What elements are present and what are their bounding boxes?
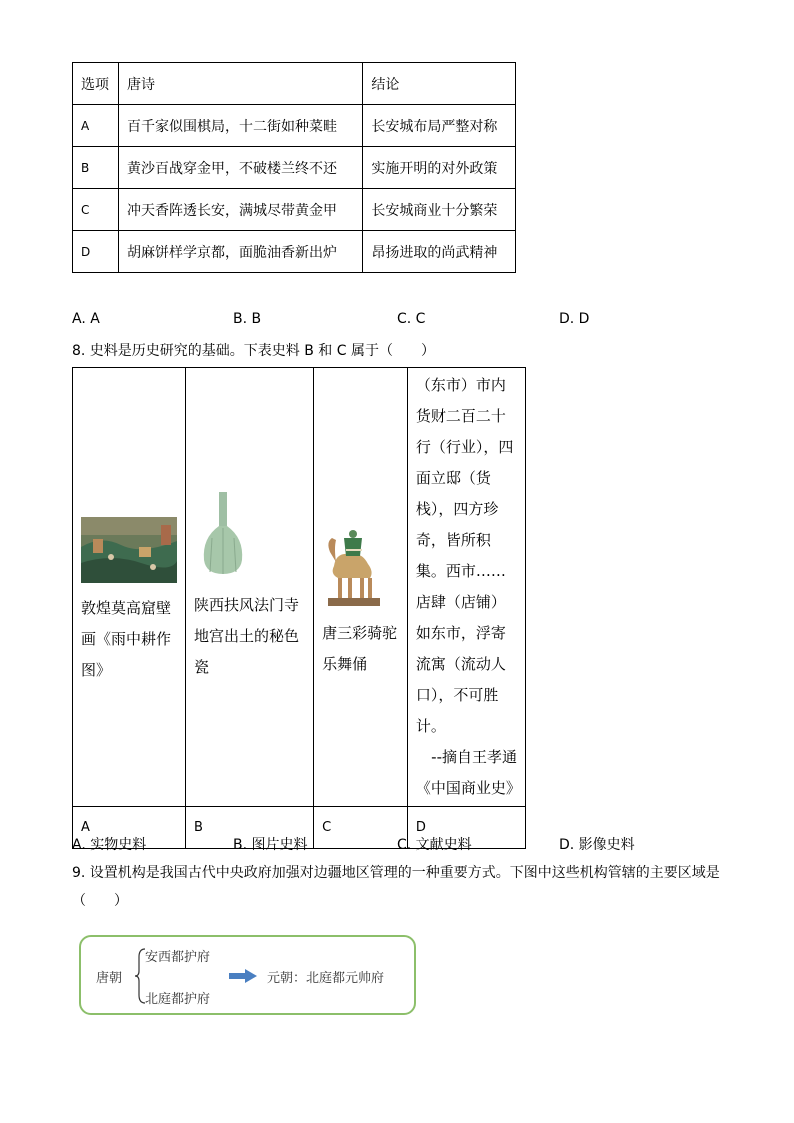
- camel-figurine-image: [322, 522, 382, 608]
- q9-stem-line1: 9. 设置机构是我国古代中央政府加强对边疆地区管理的一种重要方式。下图中这些机构管辖的主要区域是: [72, 865, 720, 881]
- historical-sources-table: [72, 367, 526, 849]
- quote-text: （东市）市内货财二百二十行（行业），四面立邸（货栈），四方珍奇，皆所积集。西市……店肆（店铺）如东市，浮寄流寓（流动人口），不可胜计。: [415, 376, 514, 735]
- row-option: C: [73, 189, 119, 231]
- cell-c: [314, 368, 408, 807]
- row-poem: 冲天香阵透长安，满城尽带黄金甲: [118, 189, 362, 231]
- row-option: A: [73, 105, 119, 147]
- row-option: B: [73, 147, 119, 189]
- row-option: D: [73, 231, 119, 273]
- right-arrow-icon: [229, 969, 257, 983]
- row-conclusion: 昂扬进取的尚武精神: [363, 231, 516, 273]
- header-poem: 唐诗: [118, 63, 362, 105]
- q9-stem-line2: （ ）: [72, 893, 128, 909]
- table-row: [73, 105, 516, 147]
- label-b: B: [186, 807, 314, 849]
- caption-c: 唐三彩骑驼乐舞俑: [322, 624, 398, 673]
- celadon-vase-image: [194, 488, 252, 578]
- mural-painting-image: [81, 517, 177, 583]
- q8-option-c[interactable]: C. 文献史料: [397, 837, 472, 853]
- row-poem: 胡麻饼样学京都，面脆油香新出炉: [118, 231, 362, 273]
- row-conclusion: 长安城布局严整对称: [363, 105, 516, 147]
- diagram-tang: 唐朝: [96, 971, 123, 986]
- cell-d: [407, 368, 525, 807]
- cell-a: [73, 368, 186, 807]
- q8-stem: 8. 史料是历史研究的基础。下表史料 B 和 C 属于（ ）: [72, 343, 435, 359]
- q8-option-d[interactable]: D. 影像史料: [559, 837, 635, 853]
- row-conclusion: 长安城商业十分繁荣: [363, 189, 516, 231]
- header-conclusion: 结论: [363, 63, 516, 105]
- sources-row: [73, 368, 526, 807]
- table-row: [73, 231, 516, 273]
- label-c: C: [314, 807, 408, 849]
- table-header-row: [73, 63, 516, 105]
- q7-option-c[interactable]: C. C: [397, 311, 426, 327]
- q9-stem: [72, 862, 732, 912]
- caption-a: 敦煌莫高窟壁画《雨中耕作图》: [81, 598, 172, 679]
- row-poem: 百千家似围棋局，十二街如种菜畦: [118, 105, 362, 147]
- row-poem: 黄沙百战穿金甲，不破楼兰终不还: [118, 147, 362, 189]
- caption-b: 陕西扶风法门寺地宫出土的秘色瓷: [194, 595, 300, 676]
- table-row: [73, 189, 516, 231]
- quote-source: --摘自王孝通《中国商业史》: [415, 748, 521, 797]
- cell-b: [186, 368, 314, 807]
- header-option: 选项: [73, 63, 119, 105]
- table-row: [73, 147, 516, 189]
- diagram-anxi: 安西都护府: [145, 950, 211, 965]
- diagram-yuan: 元朝：北庭都元帅府: [267, 971, 385, 986]
- row-conclusion: 实施开明的对外政策: [363, 147, 516, 189]
- label-d: D: [407, 807, 525, 849]
- q7-option-a[interactable]: A. A: [72, 311, 100, 327]
- q8-option-a[interactable]: A. 实物史料: [72, 837, 147, 853]
- q7-option-d[interactable]: D. D: [559, 311, 590, 327]
- diagram-beiting: 北庭都护府: [145, 992, 211, 1007]
- poem-conclusion-table: [72, 62, 516, 273]
- q8-option-b[interactable]: B. 图片史料: [233, 837, 308, 853]
- q7-option-b[interactable]: B. B: [233, 311, 262, 327]
- label-a: A: [73, 807, 186, 849]
- administrative-diagram: [79, 935, 416, 1015]
